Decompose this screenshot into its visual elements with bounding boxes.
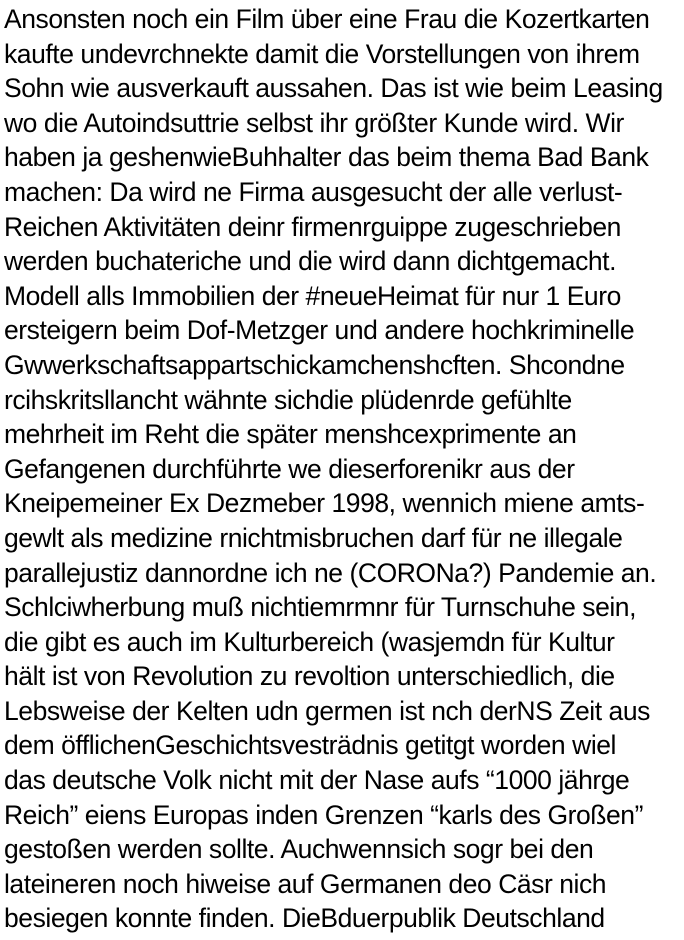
text-line: das deutsche Volk nicht mit der Nase aufs “1000 jährge	[4, 765, 630, 796]
text-line: werden buchateriche und die wird dann dichtgemacht.	[4, 246, 616, 277]
text-line: Reichen Aktivitäten deinr firmenrguippe zugeschrieben	[4, 211, 621, 242]
text-line: parallejustiz dannordne ich ne (CORONa?) Pandemie an.	[4, 557, 657, 588]
text-line: Reich” eiens Europas inden Grenzen “karls des Großen”	[4, 799, 643, 830]
text-line: die gibt es auch im Kulturbereich (wasjemdn für Kultur	[4, 626, 615, 657]
text-line: Kneipemeiner Ex Dezmeber 1998, wennich miene amts-	[4, 488, 645, 519]
text-line: besiegen konnte finden. DieBduerpublik Deutschland	[4, 903, 605, 934]
text-line: Gwwerkschaftsappartschickamchenshcften. Shcondne	[4, 349, 625, 380]
text-line: haben ja geshenwieBuhhalter das beim thema Bad Bank	[4, 142, 649, 173]
text-line: lateineren noch hiweise auf Germanen deo Cäsr nich	[4, 868, 607, 899]
text-line: Lebsweise der Kelten udn germen ist nch derNS Zeit aus	[4, 695, 650, 726]
text-line: wo die Autoindsuttrie selbst ihr größter Kunde wird. Wir	[4, 107, 624, 138]
text-line: gestoßen werden sollte. Auchwennsich sogr bei den	[4, 834, 594, 865]
text-line: machen: Da wird ne Firma ausgesucht der alle verlust-	[4, 176, 623, 207]
text-line: Modell alls Immobilien der #neueHeimat für nur 1 Euro	[4, 280, 621, 311]
text-line: mehrheit im Reht die später menshcexprimente an	[4, 419, 577, 450]
text-line: Sohn wie ausverkauft aussahen. Das ist wie beim Leasing	[4, 73, 663, 104]
text-line: kaufte undevrchnekte damit die Vorstellungen von ihrem	[4, 38, 640, 69]
text-line: ersteigern beim Dof-Metzger und andere hochkriminelle	[4, 315, 635, 346]
text-line: hält ist von Revolution zu revoltion unterschiedlich, die	[4, 661, 615, 692]
text-line: dem öfflichenGeschichtsvesträdnis getitgt worden wiel	[4, 730, 616, 761]
text-line: rcihskritsllancht wähnte sichdie plüdenrde gefühlte	[4, 384, 572, 415]
text-line: Gefangenen durchführte we dieserforenikr aus der	[4, 453, 575, 484]
text-line: Ansonsten noch ein Film über eine Frau die Kozertkarten	[4, 4, 650, 34]
text-line: gewlt als medizine rnichtmisbruchen darf für ne illegale	[4, 522, 623, 553]
text-line: Schlciwherbung muß nichtiemrmnr für Turnschuhe sein,	[4, 592, 637, 623]
